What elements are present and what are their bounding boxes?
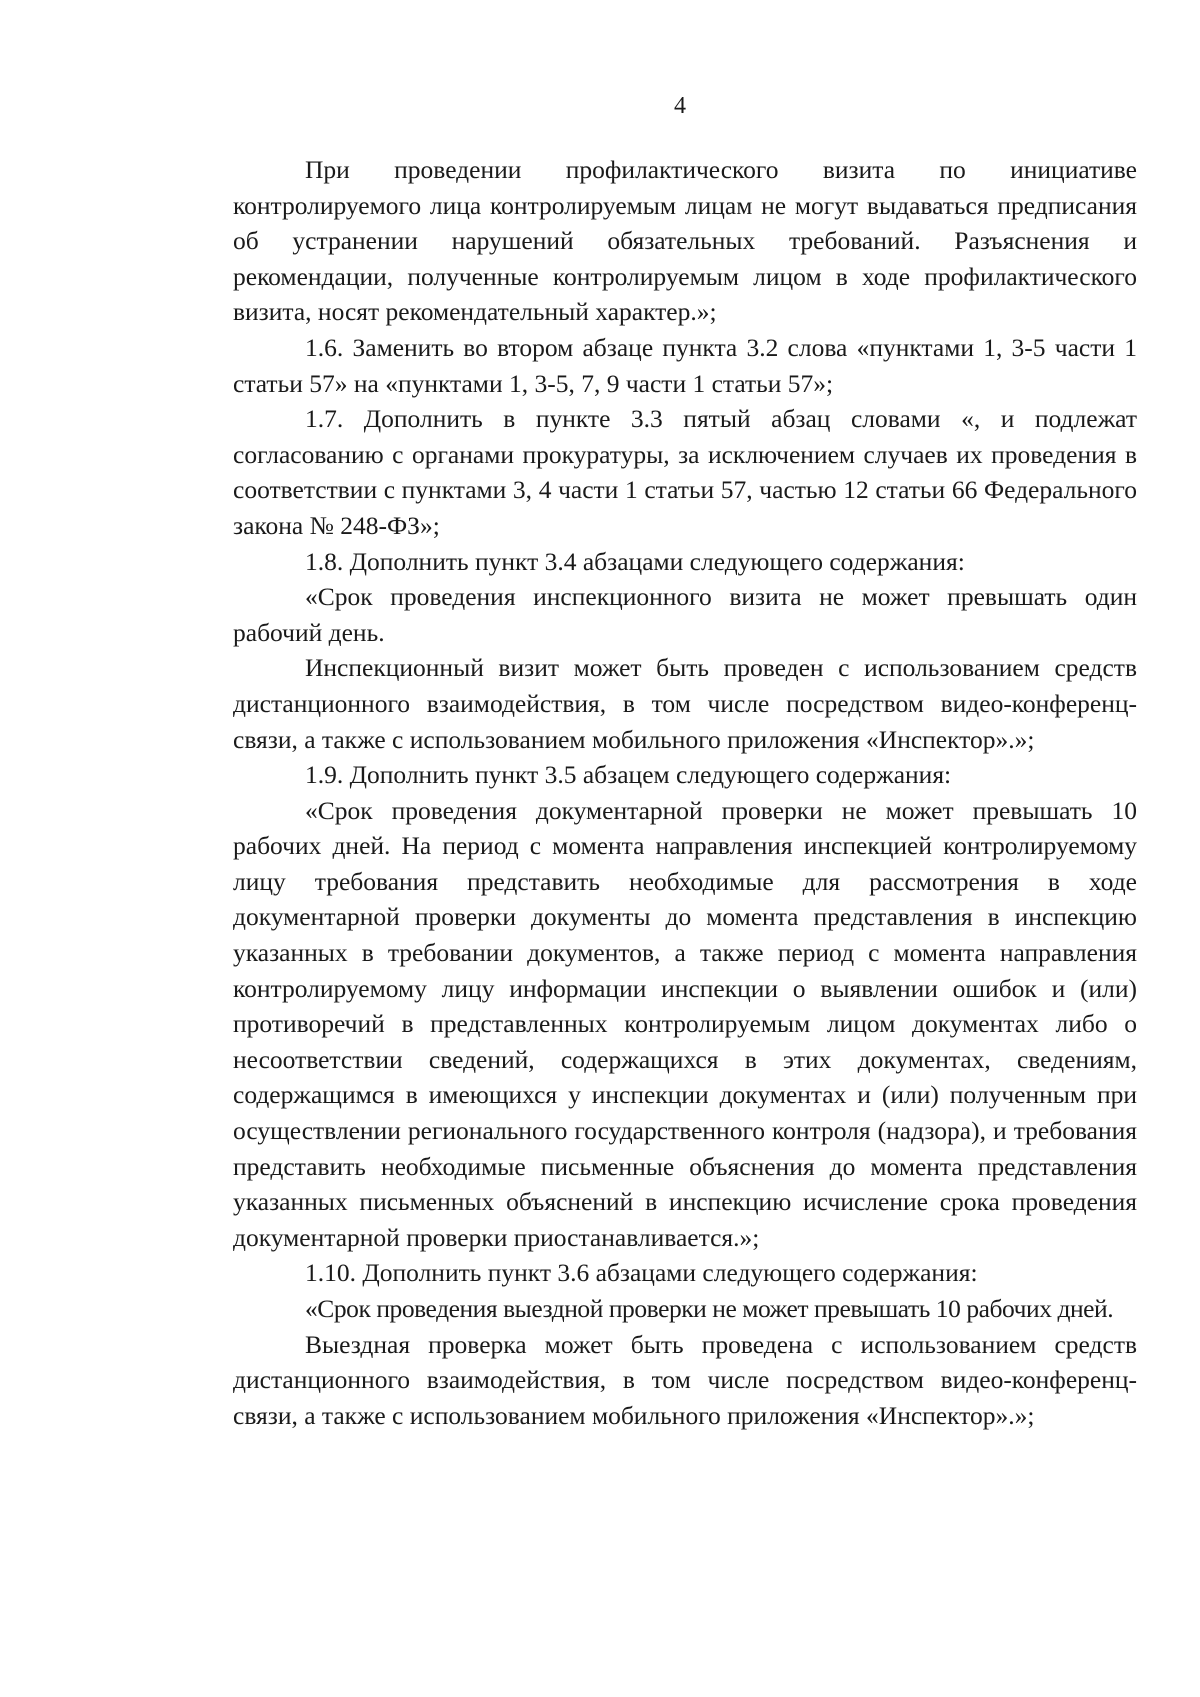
document-body <box>233 152 1137 1433</box>
page-number: 4 <box>674 93 686 119</box>
paragraph-field-check-term: «Срок проведения выездной проверки не может превышать 10 рабочих дней. <box>305 1294 1114 1323</box>
paragraph-documentary-check-term: «Срок проведения документарной проверки не может превышать 10 рабочих дней. На период с момента направления инспекцией контролируемому лицу требования представить необходимые для рассмотрения в ходе документарной проверки документы до момента представления в инспекцию указанных в требовании документов, а также период с момента направления контролируемому лицу информации инспекции о выявлении ошибок и (или) противоречий в представленных контролируемым лицом документах либо о несоответствии сведений, содержащихся в этих документах, сведениям, содержащимся в имеющихся у инспекции документах и (или) полученным при осуществлении регионального государственного контроля (надзора), и требования представить необходимые письменные объяснения до момента представления указанных письменных объяснений в инспекцию исчисление срока проведения документарной проверки приостанавливается.»; <box>233 795 1137 1252</box>
paragraph-inspection-visit-term: «Срок проведения инспекционного визита не может превышать один рабочий день. <box>233 582 1137 647</box>
paragraph-inspection-visit-remote: Инспекционный визит может быть проведен с использованием средств дистанционного взаимодействия, в том числе посредством видео-конференц-связи, а также с использованием мобильного приложения «Инспектор».»; <box>233 653 1137 754</box>
paragraph-item-1-8: 1.8. Дополнить пункт 3.4 абзацами следующего содержания: <box>305 546 965 576</box>
paragraph-preventive-visit: При проведении профилактического визита по инициативе контролируемого лица контролируемым лицам не могут выдаваться предписания об устранении нарушений обязательных требований. Разъяснения и рекомендации, полученные контролируемым лицом в ходе профилактического визита, носят рекомендательный характер.»; <box>233 155 1137 327</box>
paragraph-item-1-7: 1.7. Дополнить в пункте 3.3 пятый абзац словами «, и подлежат согласованию с органами прокуратуры, за исключением случаев их проведения в соответствии с пунктами 3, 4 части 1 статьи 57, частью 12 статьи 66 Федерального закона № 248-ФЗ»; <box>233 404 1137 540</box>
paragraph-item-1-9: 1.9. Дополнить пункт 3.5 абзацем следующего содержания: <box>305 760 952 790</box>
paragraph-item-1-6: 1.6. Заменить во втором абзаце пункта 3.2 слова «пунктами 1, 3-5 части 1 статьи 57» на «пунктами 1, 3-5, 7, 9 части 1 статьи 57»; <box>233 332 1137 398</box>
paragraph-item-1-10: 1.10. Дополнить пункт 3.6 абзацами следующего содержания: <box>305 1258 978 1288</box>
paragraph-field-check-remote: Выездная проверка может быть проведена с использованием средств дистанционного взаимодействия, в том числе посредством видео-конференц-связи, а также с использованием мобильного приложения «Инспектор».»; <box>233 1329 1137 1430</box>
